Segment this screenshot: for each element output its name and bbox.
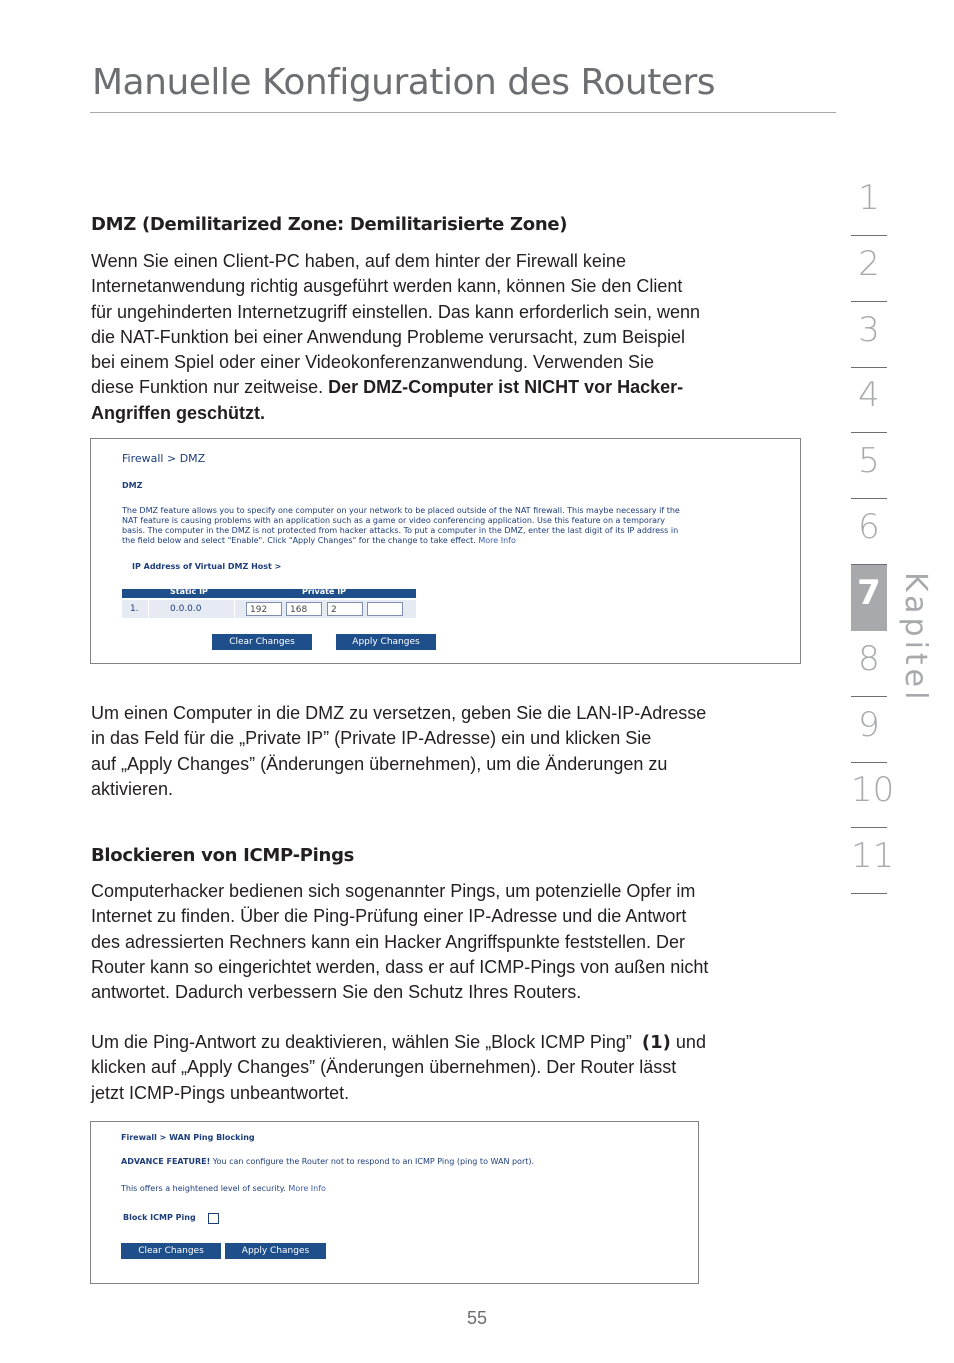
dmz-table-header: Static IP Private IP — [122, 589, 416, 598]
security-text: This offers a heightened level of security. More Info — [121, 1184, 326, 1193]
block-icmp-ping-checkbox[interactable] — [208, 1213, 219, 1224]
block-icmp-ping-label: Block ICMP Ping — [123, 1213, 196, 1222]
dmz-heading: DMZ (Demilitarized Zone: Demilitarisierte Zone) — [91, 214, 568, 235]
private-ip-octet-1[interactable]: 192 — [246, 602, 282, 616]
chapter-tab-4[interactable]: 4 — [851, 367, 887, 433]
dmz-more-info-link[interactable]: More Info — [478, 536, 516, 545]
chapter-tab-5[interactable]: 5 — [851, 433, 887, 499]
page-title: Manuelle Konfiguration des Routers — [92, 62, 716, 103]
callout-marker-1: (1) — [641, 1032, 671, 1053]
dmz-ip-label: IP Address of Virtual DMZ Host > — [132, 562, 282, 571]
icmp-instructions-paragraph: Um die Ping-Antwort zu deaktivieren, wählen Sie „Block ICMP Ping” (1) und klicken auf „Apply Changes” (Änderungen übernehmen). Der Router lässt jetzt ICMP-Pings unbeantwortet. — [91, 1032, 706, 1103]
private-ip-octet-4-input[interactable] — [367, 602, 403, 616]
private-ip-octet-3[interactable]: 2 — [327, 602, 363, 616]
chapter-tab-9[interactable]: 9 — [851, 697, 887, 763]
dmz-clear-changes-button[interactable]: Clear Changes — [212, 634, 312, 650]
advance-feature-text: ADVANCE FEATURE! You can configure the Router not to respond to an ICMP Ping (ping to WAN port). — [121, 1157, 535, 1166]
wan-ping-screenshot — [90, 1121, 699, 1284]
icmp-intro-paragraph: Computerhacker bedienen sich sogenannter Pings, um potenzielle Opfer im Internet zu finden. Über die Ping-Prüfung einer IP-Adresse und die Antwort des adressierten Rechners kann ein Hacker Angriffspunkte feststellen. Der Router kann so eingerichtet werden, dass er auf ICMP-Pings von außen nicht antwortet. Dadurch verbessern Sie den Schutz Ihres Routers. — [91, 881, 709, 1003]
dmz-table-row: 1. 0.0.0.0 192 168 2 — [122, 600, 416, 618]
chapter-tab-7-active[interactable]: 7 — [851, 565, 887, 631]
title-divider — [90, 112, 836, 113]
dmz-warning: Der DMZ-Computer ist NICHT vor Hacker- — [328, 377, 684, 398]
chapter-tab-6[interactable]: 6 — [851, 499, 887, 565]
chapter-tab-11[interactable]: 11 — [851, 828, 887, 894]
wan-ping-clear-changes-button[interactable]: Clear Changes — [121, 1243, 221, 1259]
chapter-tab-10[interactable]: 10 — [851, 762, 887, 828]
wan-ping-more-info-link[interactable]: More Info — [288, 1184, 326, 1193]
icmp-heading: Blockieren von ICMP-Pings — [91, 845, 355, 866]
dmz-breadcrumb: Firewall > DMZ — [122, 452, 206, 465]
chapter-tab-3[interactable]: 3 — [851, 302, 887, 368]
dmz-screen-heading: DMZ — [122, 481, 143, 490]
dmz-description: The DMZ feature allows you to specify one computer on your network to be placed outside of the NAT firewall. This maybe necessary if the NAT feature is causing problems with an application such as a game or video conferencing application. Use this feature on a temporary basis. The computer in the DMZ is not protected from hacker attacks. To put a computer in the DMZ, enter the last digit of its IP address in the field below and select "Enable". Click "Apply Changes" for the change to take effect. More Info — [122, 506, 680, 545]
chapter-tab-2[interactable]: 2 — [851, 236, 887, 302]
wan-ping-apply-changes-button[interactable]: Apply Changes — [225, 1243, 326, 1259]
dmz-screenshot — [90, 438, 801, 664]
dmz-intro-paragraph: Wenn Sie einen Client-PC haben, auf dem hinter der Firewall keine Internetanwendung richtig ausgeführt werden kann, können Sie den Client für ungehinderten Internetzugriff einstellen. Das kann erforderlich sein, wenn die NAT-Funktion bei einer Anwendung Probleme verursacht, zum Beispiel bei einem Spiel oder einer Videokonferenzanwendung. Verwenden Sie diese Funktion nur zeitweise. Der DMZ-Computer ist NICHT vor Hacker- Angriffen geschützt. — [91, 251, 701, 423]
dmz-instructions-paragraph: Um einen Computer in die DMZ zu versetzen, geben Sie die LAN-IP-Adresse in das Feld für die „Private IP” (Private IP-Adresse) ein und klicken Sie auf „Apply Changes” (Änderungen übernehmen), um die Änderungen zu aktivieren. — [91, 703, 707, 799]
wan-ping-breadcrumb: Firewall > WAN Ping Blocking — [121, 1133, 255, 1142]
dmz-static-ip: 0.0.0.0 — [170, 604, 202, 614]
private-ip-octet-2[interactable]: 168 — [286, 602, 322, 616]
chapter-tab-1[interactable]: 1 — [851, 170, 887, 236]
chapter-tab-8[interactable]: 8 — [851, 631, 887, 697]
chapter-label: Kapitel — [898, 572, 933, 704]
page-number: 55 — [466, 1308, 488, 1328]
dmz-apply-changes-button[interactable]: Apply Changes — [336, 634, 436, 650]
